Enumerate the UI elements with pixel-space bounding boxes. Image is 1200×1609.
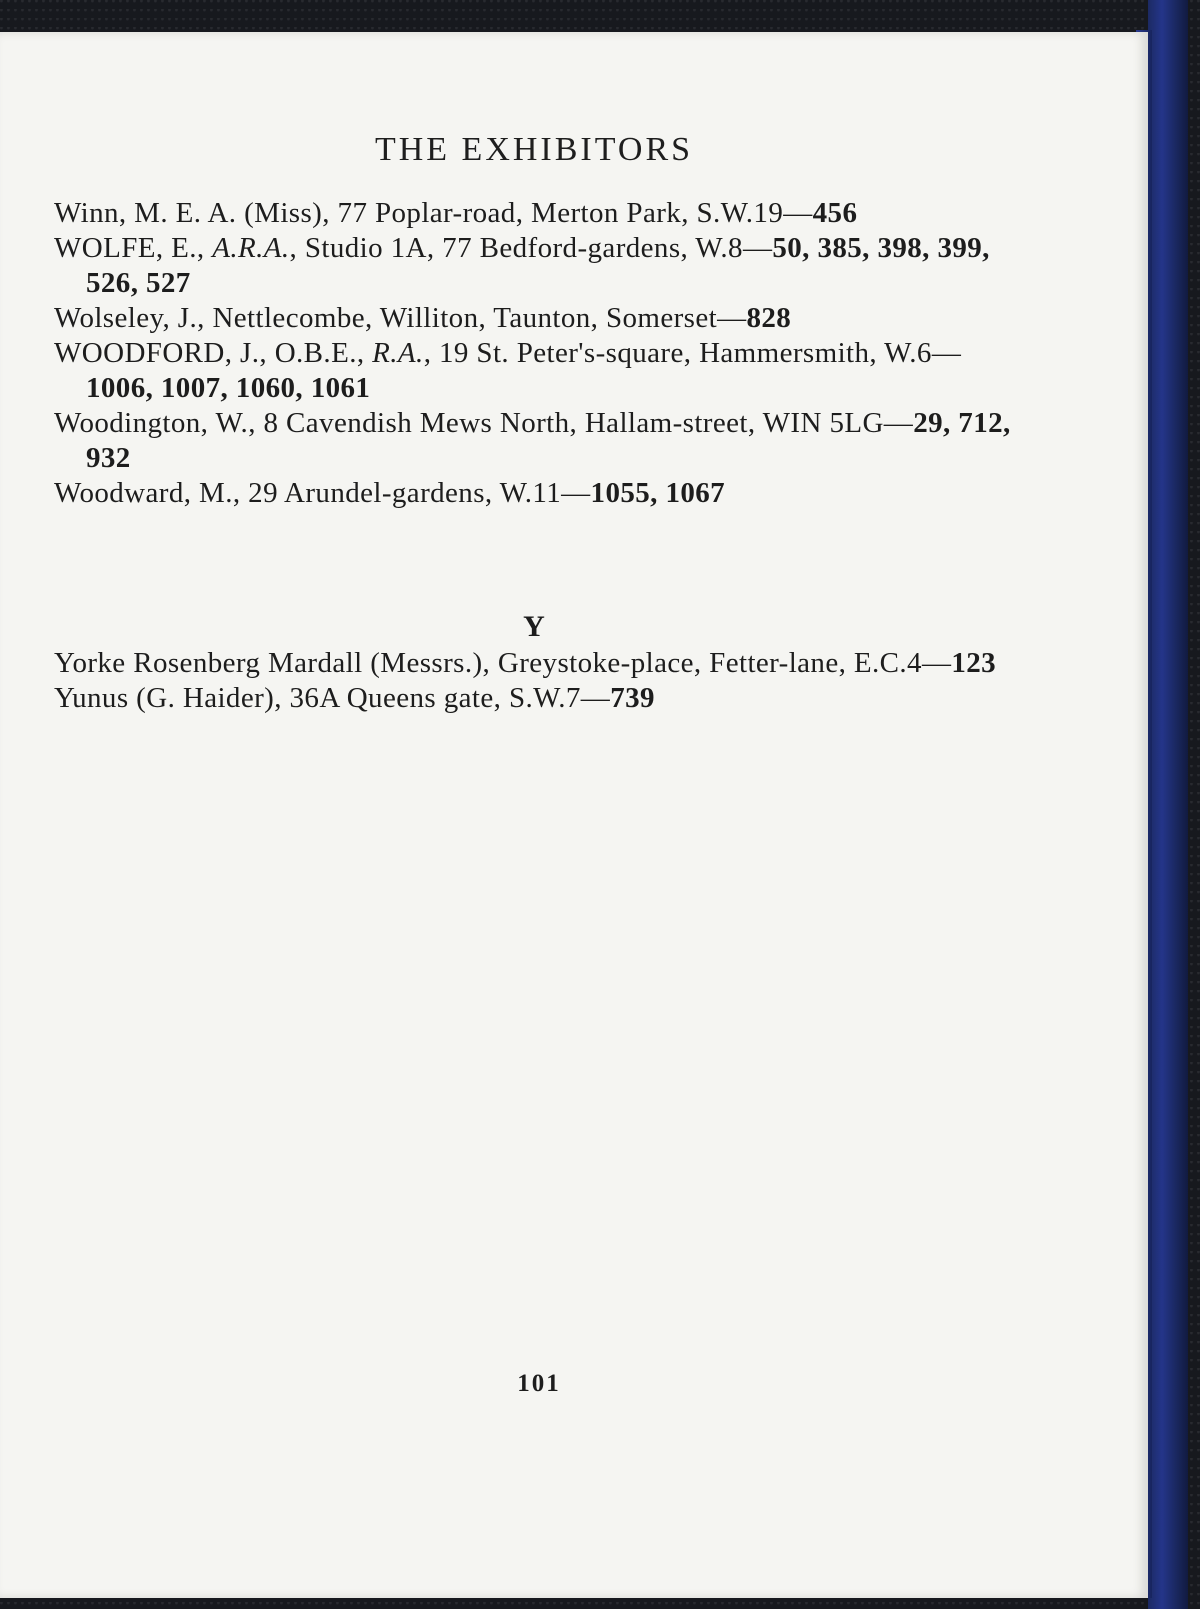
- exhibitor-address: Greystoke-place, Fetter-lane, E.C.4—: [490, 647, 952, 679]
- exhibit-numbers: 1006, 1007, 1060, 1061: [86, 372, 371, 404]
- exhibit-numbers: 456: [812, 197, 858, 229]
- exhibitor-honour: R.A.: [372, 337, 424, 369]
- book-binding: [1148, 0, 1188, 1609]
- exhibitor-name: Winn, M. E. A. (Miss),: [54, 197, 330, 229]
- exhibitor-entry: [54, 301, 1014, 336]
- exhibit-numbers: 50, 385, 398, 399, 526, 527: [86, 232, 990, 299]
- exhibitor-address: Nettlecombe, Williton, Taunton, Somerset—: [204, 302, 747, 334]
- exhibitor-list-w: [54, 196, 1014, 511]
- exhibit-numbers: 29, 712, 932: [86, 407, 1011, 474]
- exhibitor-entry: [54, 681, 1014, 716]
- exhibitor-entry: [54, 646, 1014, 681]
- exhibitor-address: , 19 St. Peter's-square, Hammersmith, W.6—: [423, 337, 962, 369]
- exhibitor-name: WOODFORD, J., O.B.E.,: [54, 337, 373, 369]
- exhibit-numbers: 1055, 1067: [590, 477, 726, 509]
- exhibit-numbers: 123: [951, 647, 997, 679]
- exhibitor-name: Woodward, M.,: [54, 477, 241, 509]
- exhibitor-entry: [54, 231, 1014, 301]
- exhibitor-address: , Studio 1A, 77 Bedford-gardens, W.8—: [289, 232, 773, 264]
- page-number: 101: [517, 1370, 561, 1397]
- book-page: [0, 32, 1148, 1598]
- exhibitor-address: 29 Arundel-gardens, W.11—: [240, 477, 591, 509]
- exhibitor-honour: A.R.A.: [212, 232, 290, 264]
- exhibitor-address: 77 Poplar-road, Merton Park, S.W.19—: [329, 197, 813, 229]
- exhibitor-address: 8 Cavendish Mews North, Hallam-street, WIN 5LG—: [255, 407, 914, 439]
- exhibitor-address: 36A Queens gate, S.W.7—: [281, 682, 611, 714]
- exhibitor-name: Yunus (G. Haider),: [54, 682, 282, 714]
- section-heading-y: Y: [523, 610, 545, 643]
- exhibitor-name: Woodington, W.,: [54, 407, 256, 439]
- exhibit-numbers: 828: [746, 302, 792, 334]
- running-head: THE EXHIBITORS: [374, 131, 694, 168]
- exhibitor-entry: [54, 476, 1014, 511]
- exhibitor-entry: [54, 196, 1014, 231]
- exhibitor-name: Yorke Rosenberg Mardall (Messrs.),: [54, 647, 491, 679]
- exhibitor-name: WOLFE, E.,: [54, 232, 213, 264]
- exhibitor-entry: [54, 406, 1014, 476]
- exhibitor-name: Wolseley, J.,: [54, 302, 205, 334]
- exhibit-numbers: 739: [610, 682, 655, 714]
- exhibitor-list-y: [54, 646, 1014, 716]
- exhibitor-entry: [54, 336, 1014, 406]
